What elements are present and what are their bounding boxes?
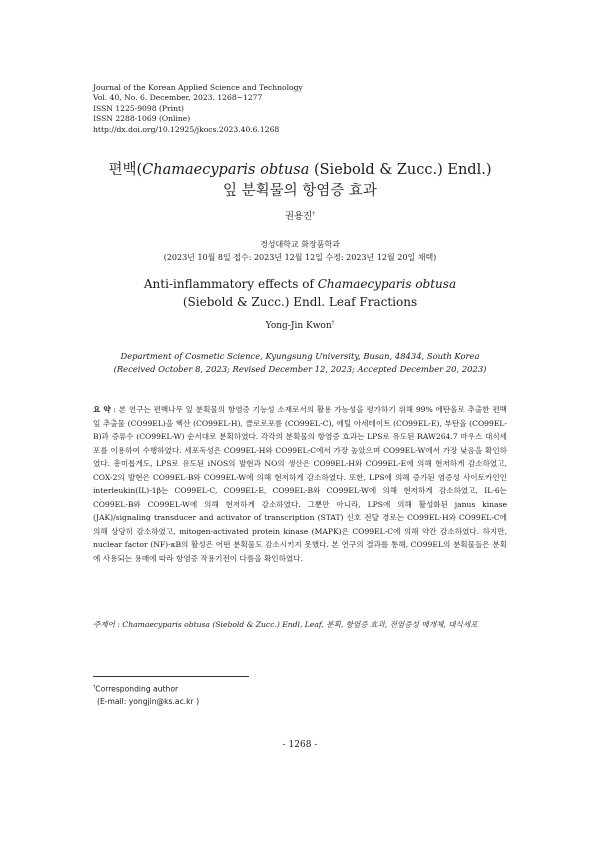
dates-korean: (2023년 10월 8일 접수: 2023년 12월 12일 수정: 2023년 12월 20일 채택) [163,253,437,262]
author-korean-mark: † [312,210,316,217]
footnote-divider [93,676,249,677]
title-korean-suffix: (Siebold & Zucc.) Endl.) [309,162,492,178]
affiliation-english-name: Department of Cosmetic Science, Kyungsung University, Busan, 48434, South Korea [120,351,480,361]
title-english-line2: (Siebold & Zucc.) Endl. Leaf Fractions [182,295,418,309]
journal-issn-online: ISSN 2288-1069 (Online) [93,114,191,124]
journal-volume: Vol. 40, No. 6. December, 2023. 1268~1277 [93,93,263,103]
author-korean [0,208,600,222]
affiliation-korean [0,238,600,264]
title-english-species: Chamaecyparis obtusa [317,277,457,291]
page-number: - 1268 - [282,740,318,750]
dates-english: (Received October 8, 2023; Revised December 12, 2023; Accepted December 20, 2023) [113,364,487,374]
keywords-label: 주제어 : [93,620,120,629]
author-korean-name: 권용진 [284,211,313,222]
title-korean-species: Chamaecyparis obtusa [142,162,310,178]
title-english [0,275,600,311]
footnote [93,682,199,709]
title-korean-line2: 잎 분획물의 항염증 효과 [223,183,377,199]
affiliation-english [0,350,600,376]
journal-name: Journal of the Korean Applied Science and Technology [93,83,303,92]
footnote-corresponding-text: Corresponding author [95,684,179,694]
author-english-name: Yong-Jin Kwon [265,321,332,331]
author-english-mark: † [331,320,335,326]
journal-issn-print: ISSN 1225-9098 (Print) [93,103,184,113]
footnote-mark: † [93,685,96,690]
footnote-corresponding [93,682,199,696]
title-english-line1 [0,275,600,293]
affiliation-korean-name: 경성대학교 화장품학과 [260,240,340,249]
journal-info [93,83,303,135]
keywords [93,618,507,631]
title-korean [0,160,600,202]
abstract [93,403,507,565]
keywords-text: Chamaecyparis obtusa (Siebold & Zucc.) Endl, Leaf, 분획, 항염증 효과, 전염증성 매개체, 대식세포 [122,620,478,629]
title-korean-prefix: 편백( [108,162,143,178]
abstract-label: 요 약 [93,405,111,414]
journal-doi[interactable]: http://dx.doi.org/10.12925/jkocs.2023.40.6.1268 [93,124,280,134]
footnote-email[interactable]: (E-mail: yongjin@ks.ac.kr ) [97,697,200,707]
title-english-prefix: Anti-inflammatory effects of [143,277,318,291]
abstract-text: : 본 연구는 편백나무 잎 분획물의 항염증 기능성 소재로서의 활용 가능성을 평가하기 위해 99% 에탄올로 추출한 편백잎 추출물 (CO99EL)을 헥산 (CO99EL-H), 클로로포름 (CO99EL-C), 에틸 아세테이트 (CO99EL-E), 부탄올 (CO99EL-B)과 증류수 (CO99EL-W) 순서대로 분획하였다. 각각의 분획물의 항염증 효과는 LPS로 유도된 RAW264.7 마우스 대식세포를 이용하여 수행하였다. 세포독성은 CO99EL-H와 CO99EL-C에서 가장 높았으며 CO99EL-W에서 가장 낮음을 확인하였다. 흥미롭게도, LPS로 유도된 iNOS의 발현과 NO의 생산은 CO99EL-H와 CO99EL-E에 의해 현저하게 감소하였고, COX-2의 발현은 CO99EL-B와 CO99EL-W에 의해 현저하게 감소하였다. 또한, LPS에 의해 증가된 염증성 사이토카인인 interleukin(IL)-1β는 CO99EL-C, CO99EL-E, CO99EL-B와 CO99EL-W에 의해 현저하게 감소하였고, IL-6는 CO99EL-B와 CO99EL-W에 의해 현저하게 감소하였다. 그뿐만 아니라, LPS에 의해 활성화된 janus kinase (JAK)/signaling transducer and activator of transcription (STAT) 신호 전달 경로는 CO99EL-H와 CO99EL-C에 의해 상당히 감소하였고, mitogen-activated protein kinase (MAPK)은 CO99EL-C에 의해 약간 감소하였다. 하지만, nuclear factor (NF)-κB의 활성은 어떤 분획물도 감소시키지 못했다. 본 연구의 결과를 통해, CO99EL의 분획물들은 분획에 사용되는 용매에 따라 항염증 작용기전이 다름을 확인하였다. [93,405,507,563]
author-english [0,320,600,331]
title-korean-line1 [0,160,600,181]
